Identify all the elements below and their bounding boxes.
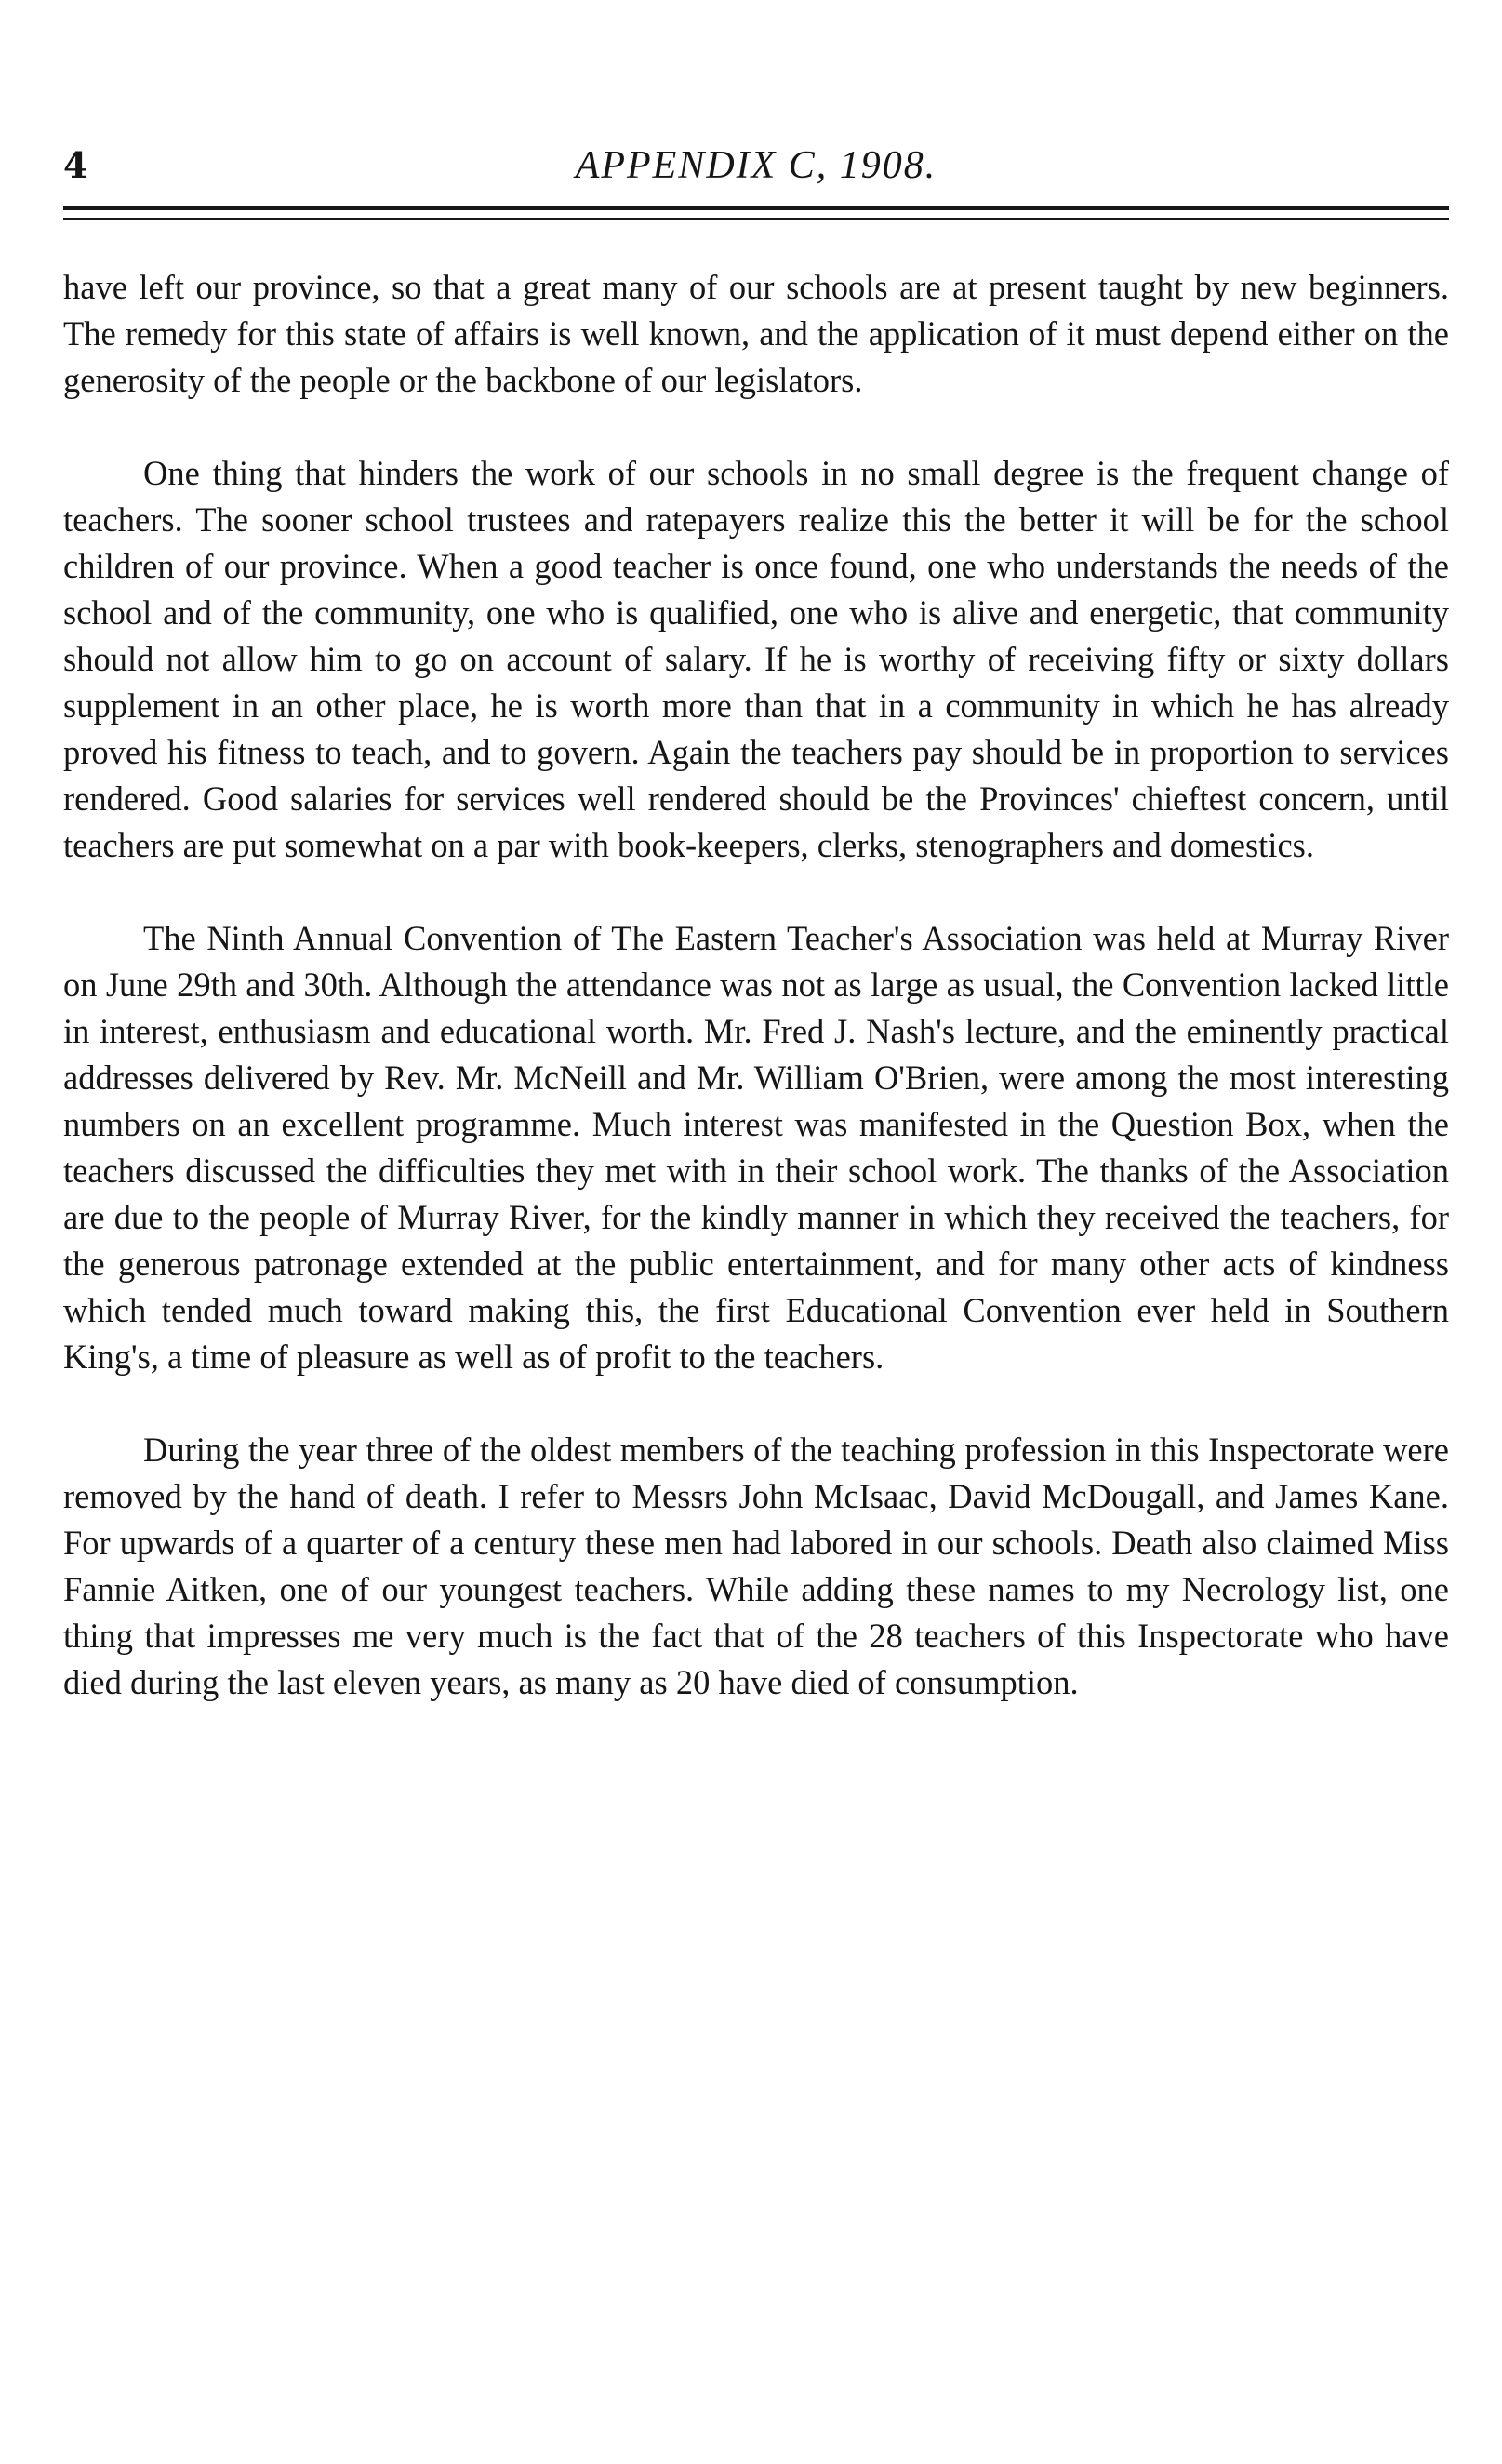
header-rule-thin [63, 218, 1449, 220]
paragraph-necrology: During the year three of the oldest members of the teaching profession in this Inspectorate were removed by the hand of death. I refer to Messrs John McIsaac, David McDougall, and James Kane. For upwards of a quarter of a century these men had labored in our schools. Death also claimed Miss Fannie Aitken, one of our youngest teachers. While adding these names to my Necrology list, one thing that impresses me very much is the fact that of the 28 teachers of this Inspectorate who have died during the last eleven years, as many as 20 have died of consumption. [63, 1431, 1449, 1701]
page-header [63, 140, 1449, 195]
page-number: 4 [63, 144, 88, 186]
paragraph-continuation: have left our province, so that a great many of our schools are at present taught by new beginners. The remedy for this state of affairs is well known, and the application of it must depend either on the generosity of the people or the backbone of our legislators. [63, 268, 1449, 399]
running-head: APPENDIX C, 1908. [575, 144, 937, 187]
paragraph-convention: The Ninth Annual Convention of The Eastern Teacher's Association was held at Murray River on June 29th and 30th. Although the attendance was not as large as usual, the Convention lacked little in interest, enthusiasm and educational worth. Mr. Fred J. Nash's lecture, and the eminently practical addresses delivered by Rev. Mr. McNeill and Mr. William O'Brien, were among the most interesting numbers on an excellent programme. Much interest was manifested in the Question Box, when the teachers discussed the difficulties they met with in their school work. The thanks of the Association are due to the people of Murray River, for the kindly manner in which they received the teachers, for the generous patronage extended at the public entertainment, and for many other acts of kindness which tended much toward making this, the first Educational Convention ever held in Southern King's, a time of pleasure as well as of profit to the teachers. [63, 919, 1449, 1376]
paragraph-teacher-changes: One thing that hinders the work of our schools in no small degree is the frequent change of teachers. The sooner school trustees and ratepayers realize this the better it will be for the school children of our province. When a good teacher is once found, one who understands the needs of the school and of the community, one who is qualified, one who is alive and energetic, that community should not allow him to go on account of salary. If he is worthy of receiving fifty or sixty dollars supplement in an other place, he is worth more than that in a community in which he has already proved his fitness to teach, and to govern. Again the teachers pay should be in proportion to services rendered. Good salaries for services well rendered should be the Provinces' chieftest concern, until teachers are put somewhat on a par with book-keepers, clerks, stenographers and domestics. [63, 454, 1449, 864]
header-rule-thick [63, 206, 1449, 210]
body-text [63, 264, 1449, 1706]
